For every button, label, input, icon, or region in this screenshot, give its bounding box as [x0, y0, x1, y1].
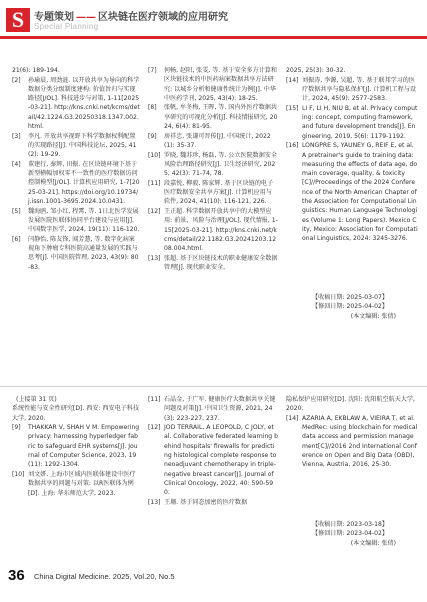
reference-number: [13] — [148, 254, 161, 262]
reference-text: 房祥忠, 张谦可晋传[J]. 中国统计, 2022(1): 35-37. — [164, 132, 271, 149]
reference-text: 2025, 25(3): 30-32. — [286, 67, 346, 74]
section-separator: —— — [76, 12, 96, 23]
reference-number: [11] — [148, 179, 161, 187]
section-name: 专题策划 — [34, 12, 74, 23]
page-footer — [0, 566, 427, 586]
reference-item — [286, 414, 418, 470]
reference-item — [12, 76, 140, 132]
reference-text: 张帆, 牟冬梅, 王晖, 等. 国内外医疗数据共享研究的可视化分析[J]. 科技情报研究, 2024, 6(4): 81-95. — [164, 104, 278, 131]
top-ref-col-2 — [148, 66, 278, 273]
reference-item — [148, 423, 278, 497]
revised-date: 【修回日期: 2025-04-02】 — [312, 303, 388, 311]
reference-text: 张超. 基于区块链技术的职业健康安全数据管理[J]. 现代职业安全, — [164, 254, 278, 272]
received-date: 【收稿日期: 2023-03-18】 — [312, 521, 388, 528]
reference-number: [11] — [148, 396, 161, 403]
reference-text: 罗晓, 魏苏珍, 杨磊, 等. 公立医院数据安全风险治理路径研究[J]. 卫生经济研究, 2025, 42(3): 71-74, 78. — [164, 151, 277, 178]
reference-number: [14] — [286, 76, 299, 84]
reference-number: [12] — [148, 207, 161, 215]
section-topic: 区块链在医疗领域的应用研究 — [98, 12, 228, 23]
reference-text: JOD TERRAIL, A LEOPOLD, C JOLY, et al. Collaborative federated learning behind hospitals' firewalls for predicting histological complete response to neoadjuvant chemotherapy in triple-negative breast cancer[J]. Journal of Clinical Oncology, 2022, 40: 590-590. — [164, 424, 278, 497]
continued-note: (上接第 31 页) — [16, 396, 57, 403]
reference-item — [12, 423, 140, 469]
editor-note: (本文编辑: 张倩) — [350, 539, 396, 547]
journal-logo: S — [6, 8, 30, 32]
reference-number: [9] — [148, 132, 157, 140]
reference-text: LI F, LI H, NIU B, et al. Privacy computing: concept, computing framework, and future development trends[J]. Engineering, 2019, 5(6): 1179-1192. — [302, 104, 418, 140]
reference-item — [12, 404, 140, 423]
reference-item — [12, 160, 140, 206]
reference-number: [7] — [148, 67, 157, 74]
reference-text: 段嘉悦, 柳毅, 陈家辉. 基于区块链的电子医疗数据安全共享方案[J]. 计算机应用与软件, 2024, 41(10): 116-121, 226. — [164, 179, 274, 206]
reference-text: LONGPRE S, YAUNEY G, REIF E, et al. A pretrainer's guide to training data: measuring the effects of data age, domain coverage, quality, & toxicity[C]//Proceedings of the 2024 Conference of the North American Chapter of the Association for Computational Linguistics: Human Language Technologies (Volume 1: Long Papers). Mexico City, Mexico: Association for Computational Linguistics, 2024: 3245-3276. — [302, 142, 418, 243]
reference-number: [3] — [12, 132, 21, 140]
reference-text: 石晶金, 于广军. 健康医疗大数据共享关键问题及对策[J]. 中国卫生资源, 2021, 24(3): 223-227, 237. — [164, 396, 276, 422]
reference-text: 刘文妍. 上海市区域内医联体建设中医疗数据共享的问题与对策: 以R医联体为例[D]. 上海: 华东师范大学, 2023. — [28, 470, 136, 497]
reference-text: 董建行, 秦辉, 田振. 在区块链环境下基于新型横幅加权零不一致性的医疗数据访问控制模型[J/OL]. 计算机应用研究, 1-7[2025-03-21]. https://doi.org/10.19734/j.issn.1001-3695.2024.10.0431. — [28, 160, 140, 206]
reference-item — [148, 207, 278, 253]
reference-number: [10] — [12, 470, 25, 478]
reference-number: [10] — [148, 151, 161, 159]
reference-number: [8] — [148, 104, 157, 112]
bottom-ref-dates — [286, 520, 418, 548]
reference-number: [4] — [12, 160, 21, 168]
reference-item — [286, 76, 418, 104]
reference-text: 21(6): 189-194. — [12, 67, 60, 74]
reference-text: 何畅, 赵阳, 张雯, 等. 基于安全多方计算和区块链技术的中医药病案数据共享方法研究: 以城乡分析和健康性统计为例[J]. 中华中医药学刊, 2025, 43(4): 18-25. — [164, 67, 277, 102]
reference-item — [286, 104, 418, 141]
reference-text: 隐私保护应用研究[D]. 沈阳: 沈阳航空航天大学, 2020. — [286, 396, 415, 413]
reference-item — [286, 141, 418, 243]
received-date: 【收稿日期: 2025-03-07】 — [312, 294, 388, 301]
reference-text: 闫静怡, 陈友锋, 闻芳慧, 等. 数字化病案视角下肿瘤专科医院高通量发展的实践与思考[J]. 中国医院管理, 2023, 43(9): 80-83. — [28, 235, 139, 271]
reference-item — [148, 66, 278, 103]
reference-item — [286, 66, 418, 75]
top-ref-col-1 — [12, 66, 140, 272]
reference-item — [12, 132, 140, 160]
reference-item — [12, 66, 140, 75]
header-rule — [0, 36, 427, 39]
reference-number: [13] — [148, 498, 161, 506]
reference-text: AZARIA A, EKBLAW A, VIEIRA T, et al. MedRec: using blockchain for medical data access and permission management[C]//2016 2nd International Conference on Open and Big Data (OBD), Vienna, Austria, 2016, 25-30. — [302, 414, 418, 469]
editor-note: (本文编辑: 张倩) — [350, 312, 396, 320]
reference-text: 魏海鸥, 邹小红, 程霄, 等. 1日北医学发展发展医院医联体协同平台建设与应用[J]. 中国数字医学, 2024, 19(11): 116-120. — [28, 207, 140, 234]
section-title — [34, 8, 228, 23]
section-divider — [0, 386, 427, 387]
revised-date: 【修回日期: 2023-04-02】 — [312, 530, 388, 538]
bottom-ref-col-1 — [12, 395, 140, 498]
top-ref-dates — [286, 293, 418, 321]
reference-item — [148, 254, 278, 273]
reference-item — [12, 470, 140, 498]
reference-number: [16] — [286, 142, 299, 150]
reference-number: [15] — [286, 104, 299, 112]
reference-text: 系统性能与安全性研究[D]. 西安: 西安电子科技大学, 2020. — [12, 405, 139, 422]
section-subtitle: Special Planning — [34, 22, 99, 31]
page-header — [0, 0, 427, 40]
reference-item — [148, 498, 278, 507]
reference-number: [2] — [12, 76, 21, 84]
reference-number: [9] — [12, 424, 21, 432]
journal-citation: China Digital Medicine. 2025, Vol.20, No.5 — [34, 572, 175, 581]
reference-number: [14] — [286, 414, 299, 422]
reference-item — [148, 151, 278, 179]
reference-item — [286, 395, 418, 414]
reference-item — [148, 179, 278, 207]
reference-number: [12] — [148, 424, 161, 432]
reference-item — [148, 395, 278, 423]
reference-number: [6] — [12, 235, 21, 243]
top-ref-col-3 — [286, 66, 418, 244]
page-number: 36 — [8, 567, 25, 584]
bottom-ref-col-3 — [286, 395, 418, 470]
reference-text: THAKKAR V, SHAH V M. Empowering privacy: harnessing hyperledger fabric to safeguard EHR systems[J]. Journal of Computer Science, 2023, 19(11): 1292-1304. — [28, 424, 140, 469]
reference-text: 王正超. 科学数据开放共享中的大模型应用: 前景、风险与治理[J/OL]. 现代情报, 1-15[2025-03-21]. http://kns.cnki.net/kcms/detail/22.1182.G3.20241203.1208.004.html. — [164, 207, 278, 253]
reference-item — [12, 207, 140, 235]
reference-item — [148, 103, 278, 131]
bottom-ref-col-2 — [148, 395, 278, 507]
reference-text: 王珊. 基于同态加密的医疗数据 — [164, 498, 248, 506]
reference-number: [5] — [12, 207, 21, 215]
reference-item — [12, 235, 140, 272]
reference-text: 李凡. 开放共享视野下科学数据权利配置的实现路径[J]. 中国科技论坛, 2025, 41(2): 19-29. — [28, 132, 137, 159]
reference-text: 刘振涛, 李源, 吴超, 等. 基于联邦学习的医疗数据共享与隐私保护[J]. 计算机工程与设计, 2024, 45(9): 2577-2583. — [302, 76, 417, 103]
reference-item — [148, 132, 278, 151]
reference-text: 孙瑜晨, 周劲涟. 以开放共享为导向的科学数据分类分级制度建构: 价值旨归与实现路径[J/OL]. 科技进步与对策, 1-11[2025-03-21]. http://kns.cnki.net/kcms/detail/42.1224.G3.20250318.1347.002.html. — [28, 76, 140, 131]
